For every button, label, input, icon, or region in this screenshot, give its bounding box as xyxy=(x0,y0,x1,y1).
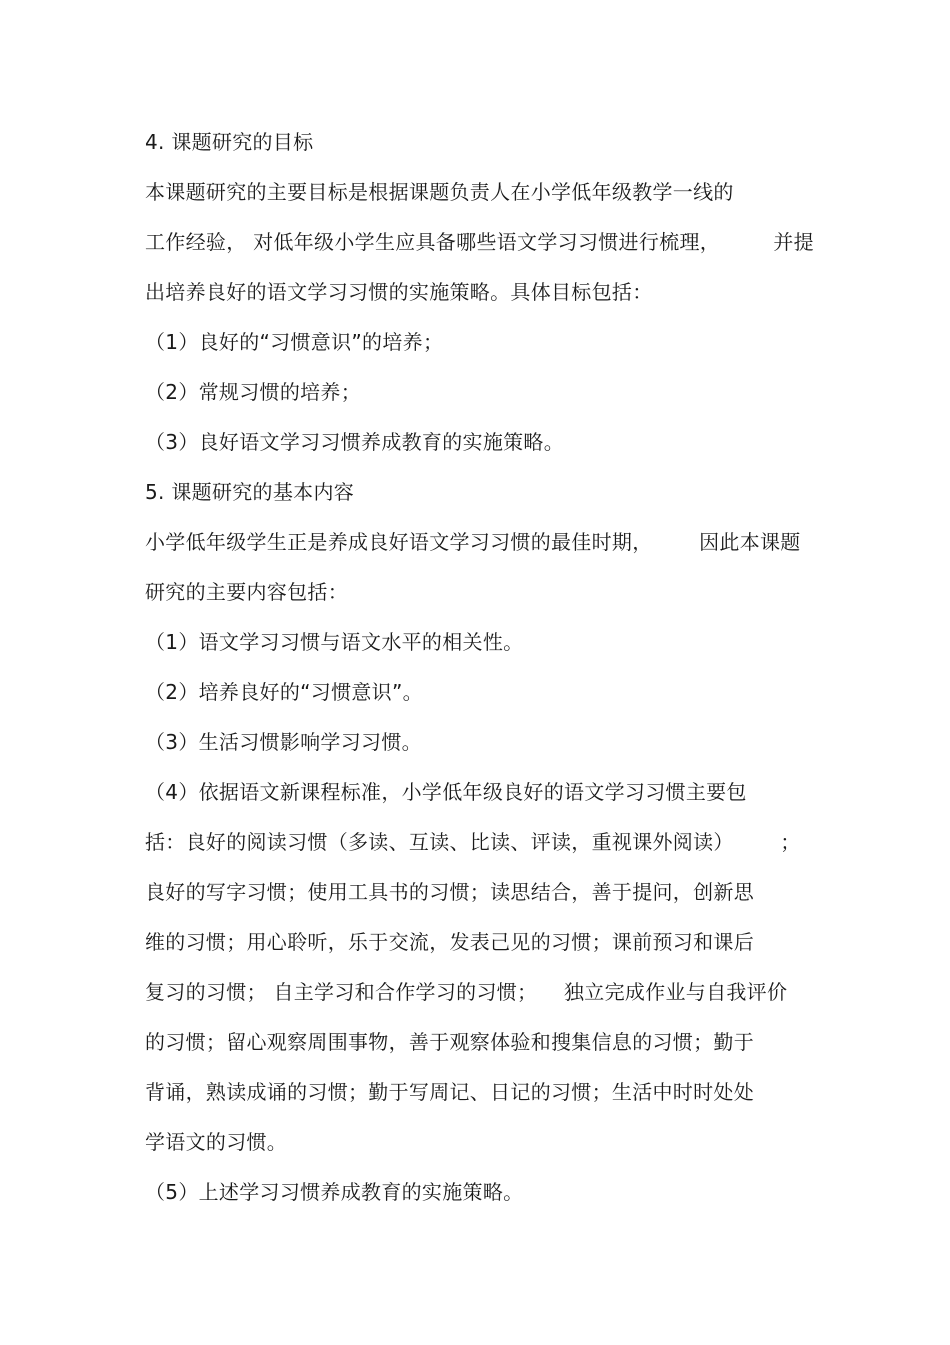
list-item: （3）生活习惯影响学习习惯。 xyxy=(145,730,422,754)
paragraph-line: 良好的写字习惯；使用工具书的习惯；读思结合，善于提问，创新思 xyxy=(145,880,754,904)
section-heading-4: 4. 课题研究的目标 xyxy=(145,130,314,154)
paragraph-line: 的习惯；留心观察周围事物，善于观察体验和搜集信息的习惯；勤于 xyxy=(145,1030,754,1054)
list-item: （5）上述学习习惯养成教育的实施策略。 xyxy=(145,1180,524,1204)
paragraph-line: 括：良好的阅读习惯（多读、互读、比读、评读，重视课外阅读） ； xyxy=(145,830,801,854)
paragraph-line: 背诵，熟读成诵的习惯；勤于写周记、日记的习惯；生活中时时处处 xyxy=(145,1080,754,1104)
paragraph-line: 维的习惯；用心聆听，乐于交流，发表己见的习惯；课前预习和课后 xyxy=(145,930,754,954)
paragraph-line: 小学低年级学生正是养成良好语文学习习惯的最佳时期， 因此本课题 xyxy=(145,530,801,554)
paragraph-line: 研究的主要内容包括： xyxy=(145,580,348,604)
paragraph-line: 工作经验， 对低年级小学生应具备哪些语文学习习惯进行梳理， 并提 xyxy=(145,230,814,254)
paragraph-line: 学语文的习惯。 xyxy=(145,1130,288,1154)
paragraph-line: 本课题研究的主要目标是根据课题负责人在小学低年级教学一线的 xyxy=(145,180,734,204)
list-item: （3）良好语文学习习惯养成教育的实施策略。 xyxy=(145,430,565,454)
list-item: （1）良好的“习惯意识”的培养； xyxy=(145,330,444,354)
list-item: （2）培养良好的“习惯意识”。 xyxy=(145,680,423,704)
paragraph-line: 出培养良好的语文学习习惯的实施策略。具体目标包括： xyxy=(145,280,653,304)
paragraph-line: 复习的习惯； 自主学习和合作学习的习惯； 独立完成作业与自我评价 xyxy=(145,980,788,1004)
list-item: （2）常规习惯的培养； xyxy=(145,380,362,404)
list-item: （1）语文学习习惯与语文水平的相关性。 xyxy=(145,630,524,654)
list-item: （4）依据语文新课程标准，小学低年级良好的语文学习习惯主要包 xyxy=(145,780,747,804)
section-heading-5: 5. 课题研究的基本内容 xyxy=(145,480,355,504)
